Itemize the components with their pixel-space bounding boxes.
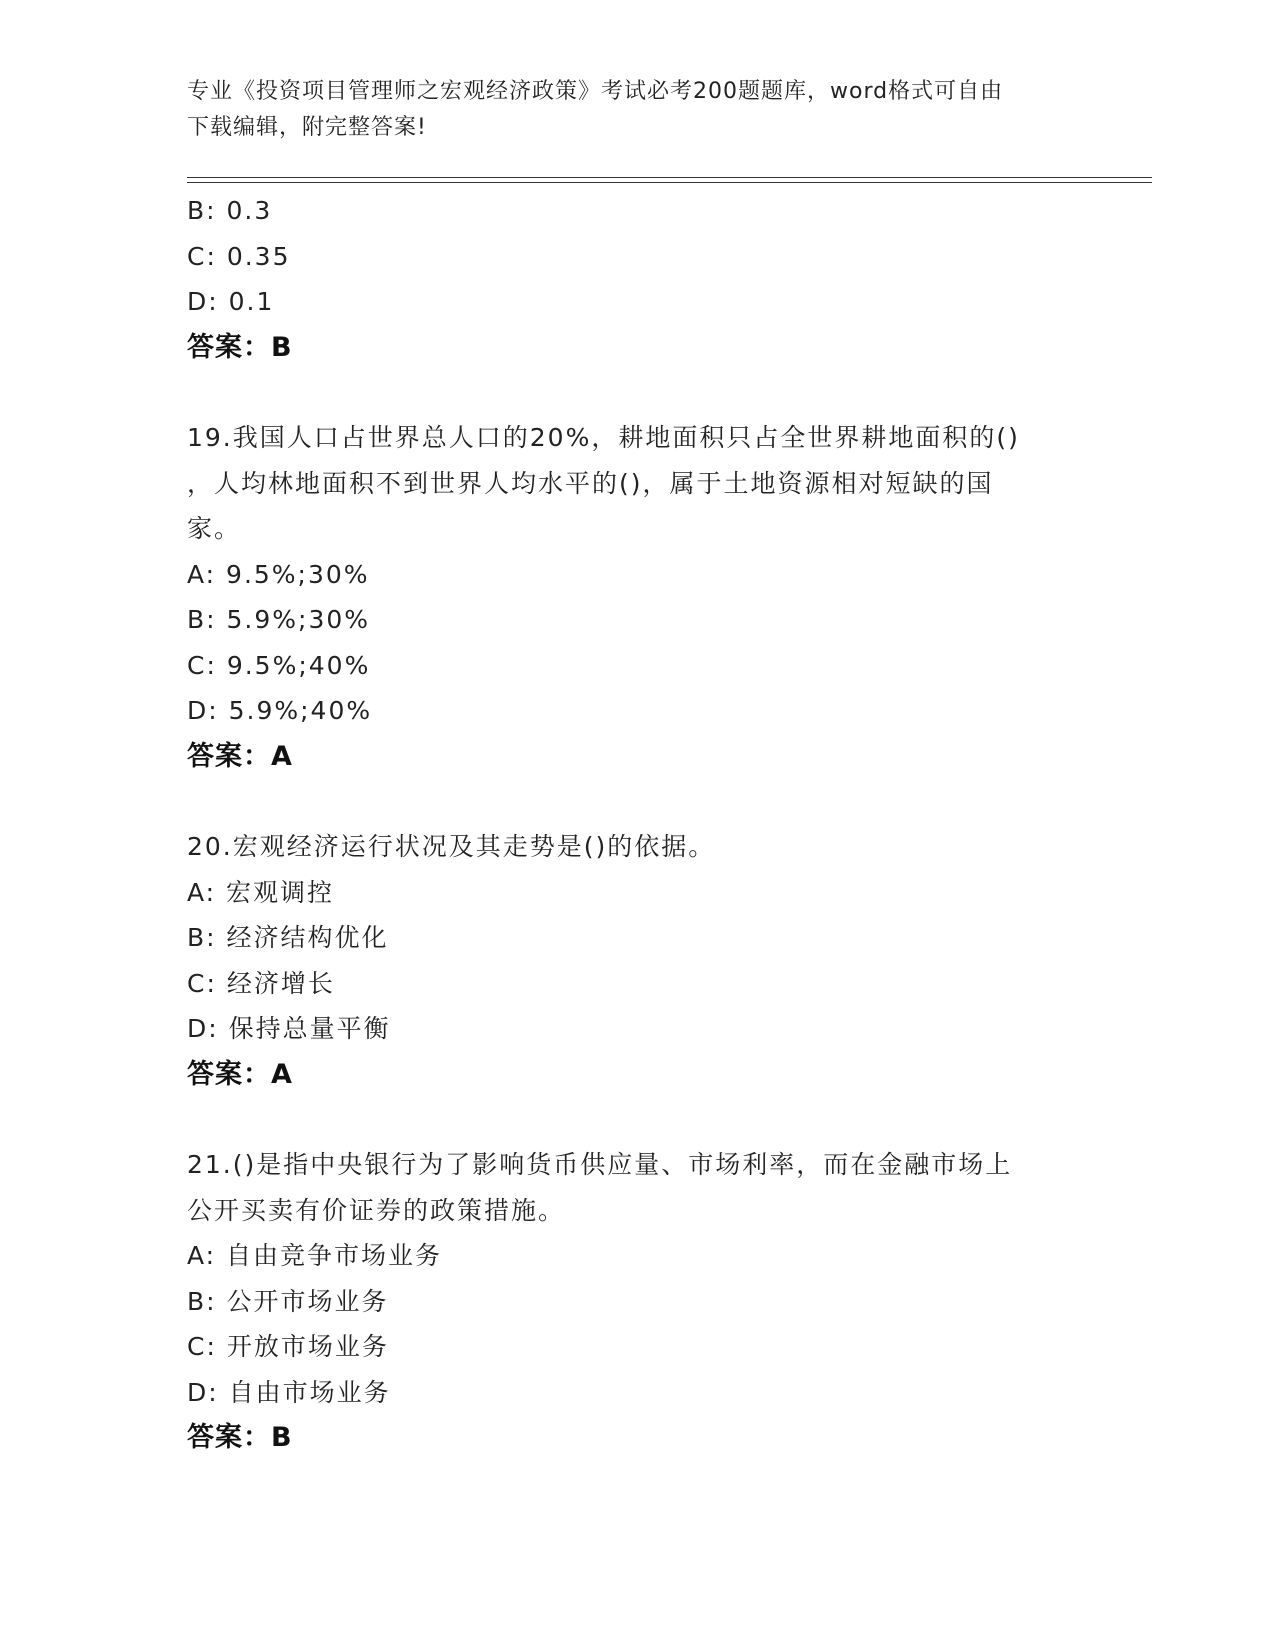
- option-a: A: 宏观调控: [187, 877, 335, 907]
- answer: 答案：B: [187, 331, 293, 363]
- spacer: [187, 1097, 1087, 1142]
- option-d: D: 0.1: [187, 287, 275, 316]
- answer: 答案：A: [187, 1058, 293, 1090]
- option-d: D: 自由市场业务: [187, 1377, 391, 1407]
- header-line-1: 专业《投资项目管理师之宏观经济政策》考试必考200题题库，word格式可自由: [187, 79, 1004, 104]
- option-b: B: 公开市场业务: [187, 1286, 389, 1316]
- question-text-line: ，人均林地面积不到世界人均水平的()，属于土地资源相对短缺的国: [187, 468, 994, 498]
- option-d: D: 保持总量平衡: [187, 1014, 391, 1043]
- header-divider: [187, 177, 1152, 183]
- option-b: B: 5.9%;30%: [187, 605, 371, 634]
- question-21: [187, 1142, 1087, 1461]
- spacer: [187, 370, 1087, 415]
- question-text-line: 公开买卖有价证券的政策措施。: [187, 1195, 566, 1225]
- option-b: B: 0.3: [187, 196, 273, 225]
- answer: 答案：A: [187, 740, 293, 772]
- question-19: [187, 415, 1087, 779]
- question-text-line: 家。: [187, 514, 242, 543]
- option-c: C: 9.5%;40%: [187, 650, 371, 680]
- option-d: D: 5.9%;40%: [187, 696, 373, 725]
- question-20: [187, 824, 1087, 1097]
- option-c: C: 开放市场业务: [187, 1332, 389, 1361]
- question-text-line: 20.宏观经济运行状况及其走势是()的依据。: [187, 832, 716, 861]
- option-a: A: 自由竞争市场业务: [187, 1241, 443, 1270]
- previous-question: [187, 188, 1087, 370]
- document-header: [187, 74, 1067, 146]
- header-line-2: 下载编辑，附完整答案!: [187, 115, 427, 140]
- option-c: C: 经济增长: [187, 968, 335, 998]
- option-a: A: 9.5%;30%: [187, 559, 370, 589]
- spacer: [187, 779, 1087, 824]
- question-text-line: 19.我国人口占世界总人口的20%，耕地面积只占全世界耕地面积的(): [187, 423, 1020, 452]
- option-c: C: 0.35: [187, 241, 291, 271]
- option-b: B: 经济结构优化: [187, 923, 389, 952]
- answer: 答案：B: [187, 1422, 293, 1453]
- document-body: [187, 188, 1087, 1461]
- question-text-line: 21.()是指中央银行为了影响货币供应量、市场利率，而在金融市场上: [187, 1150, 1013, 1179]
